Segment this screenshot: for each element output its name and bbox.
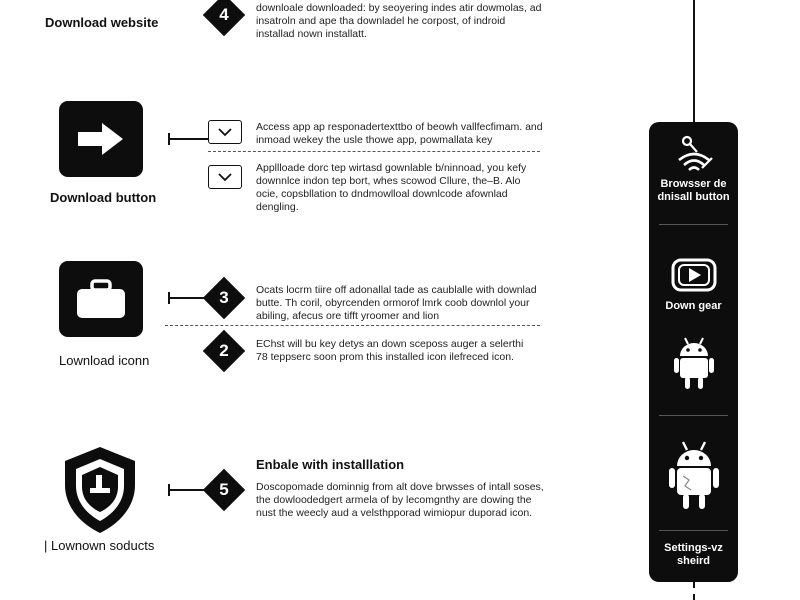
label-download-button: Download button [50,190,157,205]
chevron-down-icon [218,173,232,182]
step-5-text: Doscopomade dominnig from alt dove brwsses of intall soses, the dowloodedgert armela of by lecomgnthy are dowing the nust the weecly aud a velsthpporad wimiopur duporad icon. [256,481,544,519]
vertical-connector-bottom [693,582,695,600]
side-panel [649,122,738,582]
label-download-website: Download website [45,15,159,30]
wifi-satellite-icon [671,134,717,176]
panel-item-1-icon-wrap[interactable] [649,134,738,176]
panel-item-4-icon-wrap[interactable] [649,440,738,510]
step-5-title: Enbale with installlation [256,457,405,472]
panel-separator-1 [659,224,728,225]
briefcase-icon [75,278,127,320]
label-download-icon: Lownload iconn [59,353,150,368]
dashed-divider-2 [165,325,540,326]
chevron-down-icon [218,128,232,137]
shield-icon [61,445,139,535]
panel-item-1-label: Browsser de dnisall button [657,178,730,203]
step-4-text: downloale downloaded: by seoyering indes atir dowmolas, ad insatroln and ape tha downladel he corpost, of indroid installad nown installatt. [256,2,542,40]
step-4-number: 4 [219,5,229,24]
chevron-2-text: Appllloade dorc tep wirtasd gownlable b/ninnoad, you kefy downnlce indon tep bort, whes scowod Cllure, the–B. Alo ocie, copsbllation to dndmowlloal downlcode afownlad dengling. [256,162,527,213]
panel-separator-2 [659,415,728,416]
panel-item-2-icon-wrap[interactable] [649,258,738,292]
dashed-divider-1 [208,151,540,152]
arrow-right-icon [76,121,126,157]
shield-icon-wrap[interactable] [61,445,139,540]
step-3-number: 3 [219,288,229,307]
step-2-number: 2 [219,341,229,360]
label-soducts: | Lownown soducts [44,538,155,553]
play-button-icon [671,258,717,292]
step-5-number: 5 [219,480,229,499]
panel-item-3-icon-wrap[interactable] [649,336,738,390]
panel-item-2-label: Down gear [665,300,722,312]
step-2-text: EChst will bu key detys an down sceposs auger a selerthi 78 teppserc soon prom this installed icon ilefreced icon. [256,338,524,363]
chevron-1-text: Access app ap responadertexttbo of beowh vallfecfimam. and inmoad wekey the usle thowe app, powmallata key [256,121,543,146]
panel-separator-3 [659,530,728,531]
connector-line-1 [170,138,210,140]
chevron-box-2[interactable] [208,165,242,189]
step-3-text: Ocats locrm tiire off adonallal tade as caublalle with downlad butte. Th coril, obyrcenden ormorof lmrk coob downlol your abiling, afecus ore tifft yroomer and lion [256,284,537,322]
panel-item-4-label: Settings-vz sheird [664,542,723,567]
download-button-tile[interactable] [59,101,143,177]
android-icon [669,440,719,510]
chevron-box-1[interactable] [208,120,242,144]
android-icon [674,336,714,390]
download-icon-tile[interactable] [59,261,143,337]
vertical-connector-top [693,0,695,122]
